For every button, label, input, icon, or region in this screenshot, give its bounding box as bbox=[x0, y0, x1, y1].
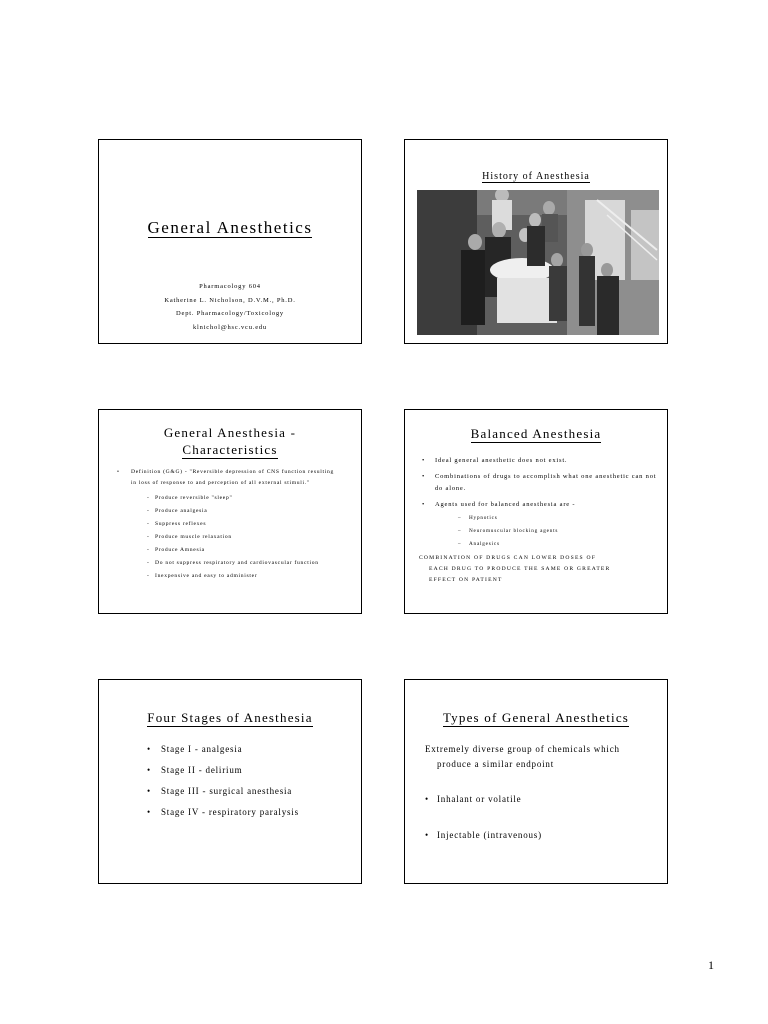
slide-stages-title: Four Stages of Anesthesia bbox=[147, 710, 313, 725]
list-item: - Inexpensive and easy to administer bbox=[117, 571, 337, 582]
list-item: - Suppress reflexes bbox=[117, 519, 337, 530]
characteristics-list bbox=[117, 467, 337, 584]
slide-balanced-title: Balanced Anesthesia bbox=[470, 426, 602, 441]
list-item: • Agents used for balanced anesthesia are - bbox=[419, 499, 657, 511]
list-item: - Produce reversible "sleep" bbox=[117, 493, 337, 504]
list-item: – Hypnotics bbox=[419, 512, 657, 525]
slide-history-title: History of Anesthesia bbox=[482, 171, 590, 182]
combination-note: COMBINATION OF DRUGS CAN LOWER DOSES OF EACH DRUG TO PRODUCE THE SAME OR GREATER EFFECT ON PATIENT bbox=[419, 555, 611, 583]
list-item: - Produce Amnesia bbox=[117, 545, 337, 556]
slide-types-title: Types of General Anesthetics bbox=[442, 710, 630, 725]
slide-title-heading: General Anesthetics bbox=[147, 218, 313, 237]
types-body bbox=[425, 742, 657, 842]
author-line: Katherine L. Nicholson, D.V.M., Ph.D. bbox=[164, 296, 296, 304]
slide-characteristics-title: General Anesthesia - Characteristics bbox=[163, 425, 297, 457]
page-number: 1 bbox=[708, 958, 714, 972]
intro-line: Extremely diverse group of chemicals which bbox=[425, 744, 620, 754]
list-item: • Ideal general anesthetic does not exist. bbox=[419, 455, 657, 467]
slide-stages bbox=[98, 679, 362, 884]
balanced-list bbox=[419, 455, 657, 586]
slide-balanced bbox=[404, 409, 668, 614]
list-item: – Neuromuscular blocking agents bbox=[419, 525, 657, 538]
historical-surgery-photo bbox=[417, 190, 659, 335]
stages-list bbox=[147, 743, 351, 827]
slide-title-author-info bbox=[99, 280, 361, 334]
list-item: - Produce analgesia bbox=[117, 506, 337, 517]
slide-types bbox=[404, 679, 668, 884]
slide-title bbox=[98, 139, 362, 344]
definition-bullet: • Definition (G&G) - "Reversible depression of CNS function resulting in loss of response to and perception of all external stimuli." bbox=[117, 467, 337, 489]
slide-history bbox=[404, 139, 668, 344]
list-item: • Stage III - surgical anesthesia bbox=[147, 785, 351, 797]
slide-characteristics bbox=[98, 409, 362, 614]
list-item: - Produce muscle relaxation bbox=[117, 532, 337, 543]
email-line: klnichol@hsc.vcu.edu bbox=[193, 323, 267, 331]
list-item: • Stage II - delirium bbox=[147, 764, 351, 776]
intro-line: produce a similar endpoint bbox=[437, 758, 555, 769]
list-item: • Stage I - analgesia bbox=[147, 743, 351, 755]
list-item: • Combinations of drugs to accomplish what one anesthetic can not do alone. bbox=[419, 471, 657, 495]
list-item: • Stage IV - respiratory paralysis bbox=[147, 806, 351, 818]
course-line: Pharmacology 604 bbox=[199, 283, 261, 290]
list-item: • Injectable (intravenous) bbox=[425, 828, 657, 843]
list-item: - Do not suppress respiratory and cardiovascular function bbox=[117, 558, 337, 569]
department-line: Dept. Pharmacology/Toxicology bbox=[176, 310, 284, 317]
list-item: • Inhalant or volatile bbox=[425, 792, 657, 807]
list-item: – Analgesics bbox=[419, 538, 657, 551]
